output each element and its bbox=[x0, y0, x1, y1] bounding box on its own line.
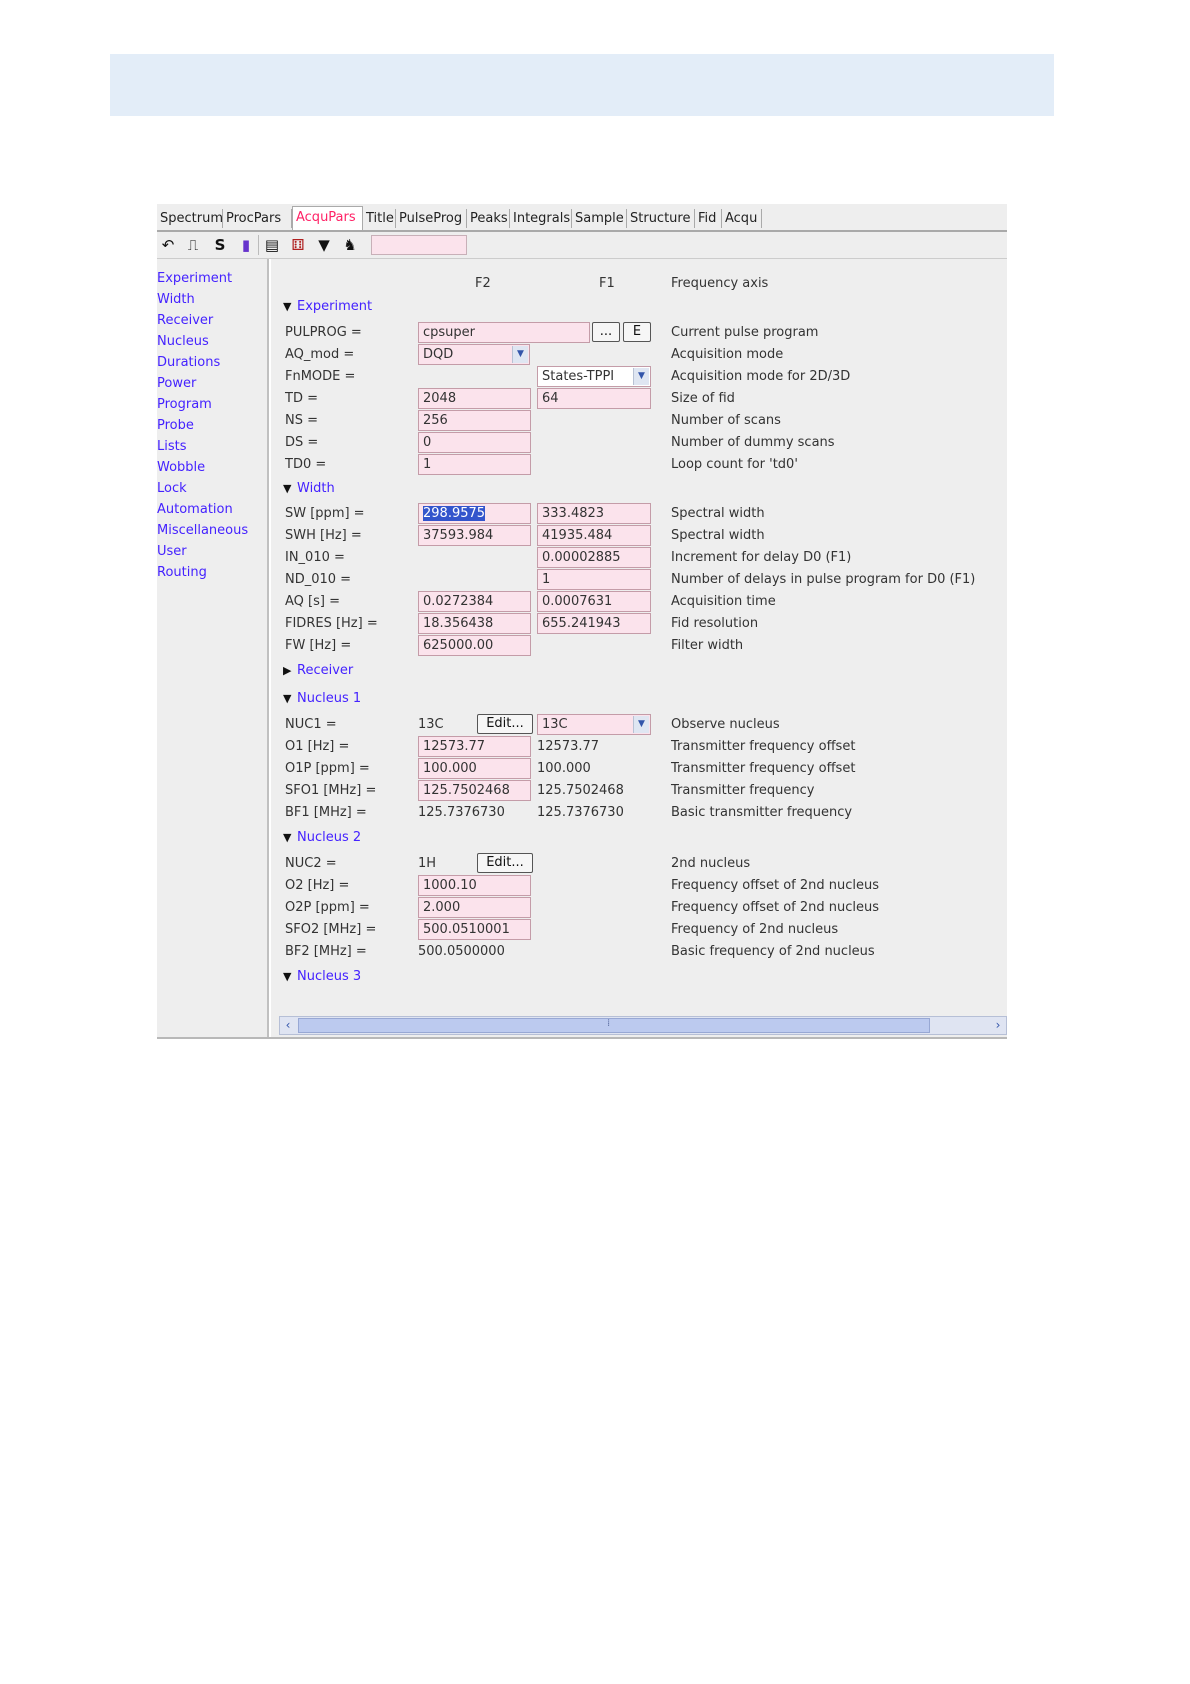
section-title: Nucleus 2 bbox=[297, 830, 362, 845]
chevron-down-icon: ▼ bbox=[633, 716, 649, 733]
nuc1-description: Observe nucleus bbox=[671, 717, 780, 732]
expanded-triangle-icon: ▼ bbox=[283, 300, 292, 313]
sw-f2-field[interactable] bbox=[418, 503, 531, 524]
section-nucleus-3[interactable] bbox=[283, 969, 361, 984]
td0-field[interactable]: 1 bbox=[418, 454, 531, 475]
tab-peaks[interactable]: Peaks bbox=[467, 209, 510, 228]
ds-description: Number of dummy scans bbox=[671, 435, 835, 450]
section-title: Nucleus 3 bbox=[297, 969, 362, 984]
sidebar-item-wobble[interactable]: Wobble bbox=[157, 460, 206, 475]
fw-description: Filter width bbox=[671, 638, 744, 653]
s-icon[interactable]: S bbox=[214, 236, 226, 254]
aq-description: Acquisition time bbox=[671, 594, 776, 609]
bf2-label: BF2 [MHz] = bbox=[285, 944, 367, 959]
o1p-label: O1P [ppm] = bbox=[285, 761, 370, 776]
sfo2-field[interactable]: 500.0510001 bbox=[418, 919, 531, 940]
tab-acqu[interactable]: Acqu bbox=[722, 209, 762, 228]
ds-field[interactable]: 0 bbox=[418, 432, 531, 453]
page-banner bbox=[110, 54, 1054, 116]
fnmode-select[interactable] bbox=[537, 366, 651, 387]
collapsed-triangle-icon: ▶ bbox=[283, 664, 292, 677]
nuc2-label: NUC2 = bbox=[285, 856, 337, 871]
toolbar-divider bbox=[258, 235, 259, 255]
fidres-f1-field[interactable]: 655.241943 bbox=[537, 613, 651, 634]
sidebar-item-probe[interactable]: Probe bbox=[157, 418, 194, 433]
toolbar bbox=[157, 232, 1007, 259]
nuc1-value: 13C bbox=[418, 717, 444, 732]
fw-field[interactable]: 625000.00 bbox=[418, 635, 531, 656]
sidebar-item-power[interactable]: Power bbox=[157, 376, 197, 391]
fw-label: FW [Hz] = bbox=[285, 638, 352, 653]
undo-icon[interactable]: ↶ bbox=[161, 236, 175, 254]
scroll-right-icon[interactable]: › bbox=[995, 1018, 1001, 1032]
tab-structure[interactable]: Structure bbox=[627, 209, 695, 228]
o2-field[interactable]: 1000.10 bbox=[418, 875, 531, 896]
ns-field[interactable]: 256 bbox=[418, 410, 531, 431]
nuc1-edit-button[interactable]: Edit... bbox=[477, 714, 533, 734]
ns-label: NS = bbox=[285, 413, 319, 428]
fnmode-value: States-TPPI bbox=[542, 369, 615, 384]
fidres-f2-field[interactable]: 18.356438 bbox=[418, 613, 531, 634]
probe-icon[interactable]: ▮ bbox=[241, 236, 251, 254]
section-nucleus-1[interactable] bbox=[283, 691, 361, 706]
td-f2-field[interactable]: 2048 bbox=[418, 388, 531, 409]
sidebar bbox=[157, 259, 269, 1037]
expanded-triangle-icon: ▼ bbox=[283, 831, 292, 844]
sfo1-field[interactable]: 125.7502468 bbox=[418, 780, 531, 801]
nuc2-value: 1H bbox=[418, 856, 437, 871]
td0-label: TD0 = bbox=[285, 457, 327, 472]
in-010-label: IN_010 = bbox=[285, 550, 345, 565]
column-header-f2: F2 bbox=[475, 276, 491, 291]
td-f1-field[interactable]: 64 bbox=[537, 388, 651, 409]
fidres-description: Fid resolution bbox=[671, 616, 759, 631]
sfo2-label: SFO2 [MHz] = bbox=[285, 922, 377, 937]
tab-acqupars[interactable]: AcquPars bbox=[292, 206, 363, 230]
nuc2-edit-button[interactable]: Edit... bbox=[477, 853, 533, 873]
column-header-f1: F1 bbox=[599, 276, 615, 291]
fnmode-label: FnMODE = bbox=[285, 369, 356, 384]
sidebar-item-width[interactable]: Width bbox=[157, 292, 195, 307]
tab-pulseprog[interactable]: PulseProg bbox=[396, 209, 467, 228]
expanded-triangle-icon: ▼ bbox=[283, 482, 292, 495]
ds-label: DS = bbox=[285, 435, 319, 450]
pulprog-edit-button[interactable]: E bbox=[623, 322, 651, 342]
sidebar-item-receiver[interactable]: Receiver bbox=[157, 313, 214, 328]
pulprog-browse-button[interactable]: ... bbox=[592, 322, 620, 342]
expanded-triangle-icon: ▼ bbox=[283, 692, 292, 705]
sfo1-f1-value: 125.7502468 bbox=[537, 783, 624, 798]
horizontal-scrollbar[interactable] bbox=[279, 1016, 1007, 1035]
o2p-label: O2P [ppm] = bbox=[285, 900, 370, 915]
aq-label: AQ [s] = bbox=[285, 594, 340, 609]
chevron-down-icon: ▼ bbox=[633, 368, 649, 385]
section-experiment[interactable] bbox=[283, 299, 372, 314]
parameter-panel bbox=[271, 259, 1007, 1037]
tab-spectrum[interactable]: Spectrum bbox=[157, 209, 223, 228]
pulprog-description: Current pulse program bbox=[671, 325, 819, 340]
binoculars-icon[interactable]: ♞ bbox=[343, 236, 357, 254]
acquisition-parameters-window bbox=[157, 204, 1007, 1039]
column-header-frequency-axis: Frequency axis bbox=[671, 276, 769, 291]
sidebar-item-user[interactable]: User bbox=[157, 544, 187, 559]
section-title: Experiment bbox=[297, 299, 373, 314]
section-title: Nucleus 1 bbox=[297, 691, 362, 706]
nuc1-label: NUC1 = bbox=[285, 717, 337, 732]
sidebar-item-nucleus[interactable]: Nucleus bbox=[157, 334, 209, 349]
bf1-f1-value: 125.7376730 bbox=[537, 805, 624, 820]
td-label: TD = bbox=[285, 391, 318, 406]
o1-field[interactable]: 12573.77 bbox=[418, 736, 531, 757]
bf2-value: 500.0500000 bbox=[418, 944, 505, 959]
ns-description: Number of scans bbox=[671, 413, 781, 428]
td0-description: Loop count for 'td0' bbox=[671, 457, 798, 472]
section-title: Receiver bbox=[297, 663, 354, 678]
aq-f1-field[interactable]: 0.0007631 bbox=[537, 591, 651, 612]
sw-label: SW [ppm] = bbox=[285, 506, 365, 521]
o1p-f1-value: 100.000 bbox=[537, 761, 591, 776]
scrollbar-thumb[interactable] bbox=[298, 1018, 930, 1033]
aq-mod-description: Acquisition mode bbox=[671, 347, 784, 362]
section-width[interactable] bbox=[283, 481, 335, 496]
pulse-icon[interactable]: ⎍ bbox=[187, 236, 199, 254]
o1-f1-value: 12573.77 bbox=[537, 739, 600, 754]
swh-description: Spectral width bbox=[671, 528, 765, 543]
sidebar-item-automation[interactable]: Automation bbox=[157, 502, 233, 517]
in-010-description: Increment for delay D0 (F1) bbox=[671, 550, 852, 565]
sw-f1-field[interactable]: 333.4823 bbox=[537, 503, 651, 524]
swh-f1-field[interactable]: 41935.484 bbox=[537, 525, 651, 546]
tab-integrals[interactable]: Integrals bbox=[510, 209, 572, 228]
o1p-description: Transmitter frequency offset bbox=[671, 761, 856, 776]
o1-label: O1 [Hz] = bbox=[285, 739, 350, 754]
sfo1-label: SFO1 [MHz] = bbox=[285, 783, 377, 798]
aq-mod-select[interactable] bbox=[418, 344, 530, 365]
o1-description: Transmitter frequency offset bbox=[671, 739, 856, 754]
aq-f2-field[interactable]: 0.0272384 bbox=[418, 591, 531, 612]
fidres-label: FIDRES [Hz] = bbox=[285, 616, 378, 631]
sfo1-description: Transmitter frequency bbox=[671, 783, 815, 798]
sidebar-item-miscellaneous[interactable]: Miscellaneous bbox=[157, 523, 249, 538]
bf1-description: Basic transmitter frequency bbox=[671, 805, 853, 820]
section-receiver[interactable] bbox=[283, 663, 353, 678]
sidebar-item-lists[interactable]: Lists bbox=[157, 439, 187, 454]
scroll-left-icon[interactable]: ‹ bbox=[285, 1018, 291, 1032]
search-input[interactable] bbox=[371, 235, 467, 255]
o2-description: Frequency offset of 2nd nucleus bbox=[671, 878, 880, 893]
pulprog-field[interactable]: cpsuper bbox=[418, 322, 590, 343]
sfo2-description: Frequency of 2nd nucleus bbox=[671, 922, 839, 937]
in-010-field[interactable]: 0.00002885 bbox=[537, 547, 651, 568]
tab-fid[interactable]: Fid bbox=[695, 209, 722, 228]
filter-icon[interactable]: ▼ bbox=[318, 236, 330, 254]
sidebar-item-program[interactable]: Program bbox=[157, 397, 212, 412]
tab-procpars[interactable]: ProcPars bbox=[223, 209, 292, 228]
aq-mod-label: AQ_mod = bbox=[285, 347, 355, 362]
swh-f2-field[interactable]: 37593.984 bbox=[418, 525, 531, 546]
section-nucleus-2[interactable] bbox=[283, 830, 361, 845]
tab-title[interactable]: Title bbox=[363, 209, 396, 228]
sw-f2-selected-text: 298.9575 bbox=[423, 506, 486, 521]
bf1-f2-value: 125.7376730 bbox=[418, 805, 505, 820]
nd-010-description: Number of delays in pulse program for D0 (F1) bbox=[671, 572, 976, 587]
tab-sample[interactable]: Sample bbox=[572, 209, 627, 228]
o2-label: O2 [Hz] = bbox=[285, 878, 350, 893]
chevron-down-icon: ▼ bbox=[512, 346, 528, 363]
nuc1-select[interactable] bbox=[537, 714, 651, 735]
o1p-field[interactable]: 100.000 bbox=[418, 758, 531, 779]
sidebar-item-routing[interactable]: Routing bbox=[157, 565, 207, 580]
nuc2-description: 2nd nucleus bbox=[671, 856, 751, 871]
o2p-description: Frequency offset of 2nd nucleus bbox=[671, 900, 880, 915]
bf1-label: BF1 [MHz] = bbox=[285, 805, 367, 820]
bf2-description: Basic frequency of 2nd nucleus bbox=[671, 944, 875, 959]
nd-010-label: ND_010 = bbox=[285, 572, 352, 587]
fnmode-description: Acquisition mode for 2D/3D bbox=[671, 369, 851, 384]
grip-icon: ⁞ bbox=[607, 1018, 611, 1029]
sw-description: Spectral width bbox=[671, 506, 765, 521]
sidebar-item-durations[interactable]: Durations bbox=[157, 355, 221, 370]
sidebar-item-lock[interactable]: Lock bbox=[157, 481, 187, 496]
sidebar-item-experiment[interactable]: Experiment bbox=[157, 271, 233, 286]
table-icon[interactable]: ▤ bbox=[264, 236, 280, 254]
nuc1-select-value: 13C bbox=[542, 717, 568, 732]
tab-bar bbox=[157, 204, 1007, 232]
aq-mod-value: DQD bbox=[423, 347, 454, 362]
nd-010-field[interactable]: 1 bbox=[537, 569, 651, 590]
calendar-icon[interactable]: ⚅ bbox=[291, 236, 305, 254]
pulprog-label: PULPROG = bbox=[285, 325, 362, 340]
td-description: Size of fid bbox=[671, 391, 735, 406]
section-title: Width bbox=[297, 481, 335, 496]
expanded-triangle-icon: ▼ bbox=[283, 970, 292, 983]
o2p-field[interactable]: 2.000 bbox=[418, 897, 531, 918]
swh-label: SWH [Hz] = bbox=[285, 528, 362, 543]
